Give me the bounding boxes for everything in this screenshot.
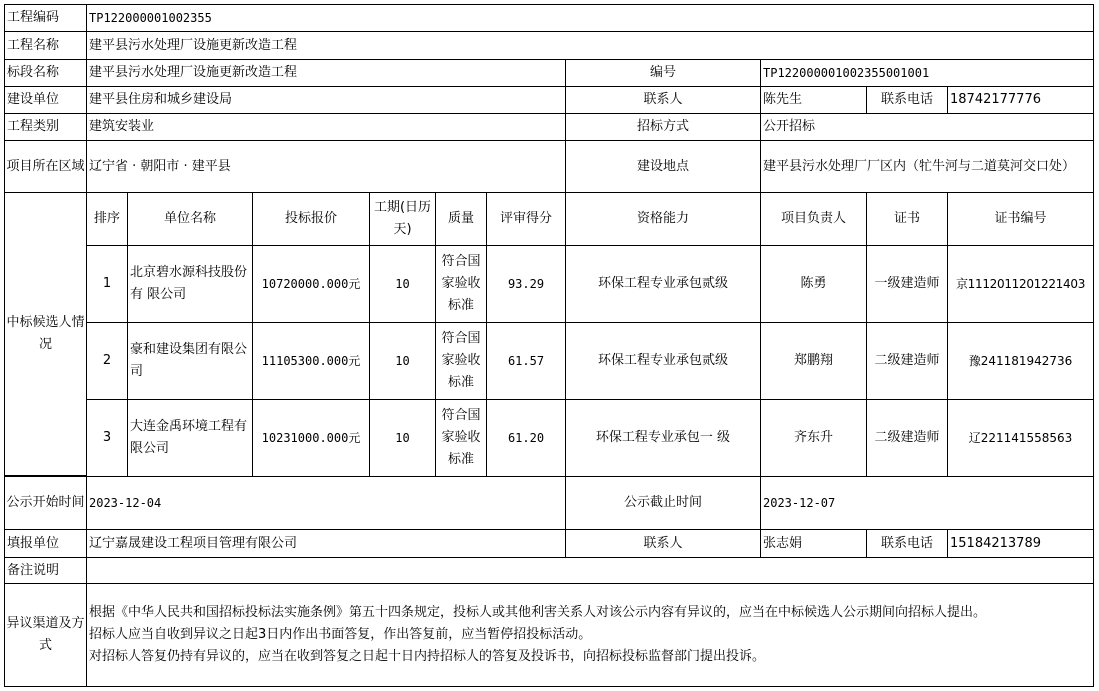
filler-contact-value: 张志娟 bbox=[760, 529, 867, 558]
category-value: 建筑安装业 bbox=[86, 113, 566, 141]
header-cert: 证书 bbox=[866, 192, 948, 246]
owner-contact-label: 联系人 bbox=[565, 86, 761, 114]
owner-contact-value: 陈先生 bbox=[760, 86, 867, 114]
region-label: 项目所在区域 bbox=[4, 140, 87, 193]
section-name-value: 建平县污水处理厂设施更新改造工程 bbox=[86, 59, 566, 87]
method-label: 招标方式 bbox=[565, 113, 761, 141]
objection-line-3: 对招标人答复仍持有异议的，应当在收到答复之日起十日内持招标人的答复及投诉书，向招标投标监督部门提出投诉。 bbox=[89, 649, 766, 664]
row3-company: 大连金禹环境工程有限公司 bbox=[127, 399, 253, 477]
publicity-end-label: 公示截止时间 bbox=[565, 476, 761, 530]
header-rank: 排序 bbox=[86, 192, 128, 246]
row1-days: 10 bbox=[369, 245, 436, 323]
remarks-value bbox=[86, 557, 1094, 584]
site-label: 建设地点 bbox=[565, 140, 761, 193]
row2-rank: 2 bbox=[86, 322, 128, 400]
objection-label: 异议渠道及方式 bbox=[4, 583, 87, 687]
row2-cert-no: 豫241181942736 bbox=[947, 322, 1094, 400]
row3-manager: 齐东升 bbox=[760, 399, 867, 477]
publicity-start-value: 2023-12-04 bbox=[86, 476, 566, 530]
section-number-value: TP122000001002355001001 bbox=[760, 59, 1094, 87]
publicity-end-value: 2023-12-07 bbox=[760, 476, 1094, 530]
objection-line-2: 招标人应当自收到异议之日起3日内作出书面答复，作出答复前，应当暂停招投标活动。 bbox=[89, 627, 592, 642]
filler-phone-label: 联系电话 bbox=[866, 529, 948, 558]
remarks-label: 备注说明 bbox=[4, 557, 87, 584]
row1-manager: 陈勇 bbox=[760, 245, 867, 323]
project-code-value: TP122000001002355 bbox=[86, 4, 1094, 32]
filler-label: 填报单位 bbox=[4, 529, 87, 558]
owner-phone-label: 联系电话 bbox=[866, 86, 948, 114]
row1-rank: 1 bbox=[86, 245, 128, 323]
row1-qualification: 环保工程专业承包贰级 bbox=[565, 245, 761, 323]
objection-line-1: 根据《中华人民共和国招标投标法实施条例》第五十四条规定，投标人或其他利害关系人对该公示内容有异议的，应当在中标候选人公示期间向招标人提出。 bbox=[89, 605, 987, 620]
row2-company: 豪和建设集团有限公司 bbox=[127, 322, 253, 400]
row3-qualification: 环保工程专业承包一 级 bbox=[565, 399, 761, 477]
row2-bid: 11105300.000元 bbox=[252, 322, 370, 400]
row3-days: 10 bbox=[369, 399, 436, 477]
row3-cert: 二级建造师 bbox=[866, 399, 948, 477]
row3-quality: 符合国家验收标准 bbox=[435, 399, 487, 477]
row1-score: 93.29 bbox=[486, 245, 566, 323]
owner-value: 建平县住房和城乡建设局 bbox=[86, 86, 566, 114]
site-value: 建平县污水处理厂厂区内（牤牛河与二道莫河交口处） bbox=[760, 140, 1094, 193]
row2-score: 61.57 bbox=[486, 322, 566, 400]
row3-bid: 10231000.000元 bbox=[252, 399, 370, 477]
filler-value: 辽宁嘉晟建设工程项目管理有限公司 bbox=[86, 529, 566, 558]
row1-bid: 10720000.000元 bbox=[252, 245, 370, 323]
row1-cert-no: 京111201120122140​3 bbox=[947, 245, 1094, 323]
method-value: 公开招标 bbox=[760, 113, 1094, 141]
header-duration: 工期(日历天) bbox=[369, 192, 436, 246]
objection-text bbox=[86, 583, 1094, 687]
header-quality: 质量 bbox=[435, 192, 487, 246]
region-value: 辽宁省 · 朝阳市 · 建平县 bbox=[86, 140, 566, 193]
project-name-value: 建平县污水处理厂设施更新改造工程 bbox=[86, 31, 1094, 60]
row2-quality: 符合国家验收标准 bbox=[435, 322, 487, 400]
row2-manager: 郑鹏翔 bbox=[760, 322, 867, 400]
section-number-label: 编号 bbox=[565, 59, 761, 87]
category-label: 工程类别 bbox=[4, 113, 87, 141]
row2-cert: 二级建造师 bbox=[866, 322, 948, 400]
project-name-label: 工程名称 bbox=[4, 31, 87, 60]
header-bid: 投标报价 bbox=[252, 192, 370, 246]
owner-label: 建设单位 bbox=[4, 86, 87, 114]
filler-phone-value: 15184213789 bbox=[947, 529, 1094, 558]
header-manager: 项目负责人 bbox=[760, 192, 867, 246]
publicity-start-label: 公示开始时间 bbox=[4, 476, 87, 530]
row1-cert: 一级建造师 bbox=[866, 245, 948, 323]
header-cert-no: 证书编号 bbox=[947, 192, 1094, 246]
row1-company: 北京碧水源科技股份有 限公司 bbox=[127, 245, 253, 323]
header-score: 评审得分 bbox=[486, 192, 566, 246]
header-company: 单位名称 bbox=[127, 192, 253, 246]
owner-phone-value: 18742177776 bbox=[947, 86, 1094, 114]
row3-rank: 3 bbox=[86, 399, 128, 477]
project-code-label: 工程编码 bbox=[4, 4, 87, 32]
section-name-label: 标段名称 bbox=[4, 59, 87, 87]
filler-contact-label: 联系人 bbox=[565, 529, 761, 558]
row2-qualification: 环保工程专业承包贰级 bbox=[565, 322, 761, 400]
row3-score: 61.20 bbox=[486, 399, 566, 477]
row1-quality: 符合国家验收标准 bbox=[435, 245, 487, 323]
header-qualification: 资格能力 bbox=[565, 192, 761, 246]
row2-days: 10 bbox=[369, 322, 436, 400]
row3-cert-no: 辽221141558563 bbox=[947, 399, 1094, 477]
candidates-section-label: 中标候选人情况 bbox=[4, 192, 87, 476]
